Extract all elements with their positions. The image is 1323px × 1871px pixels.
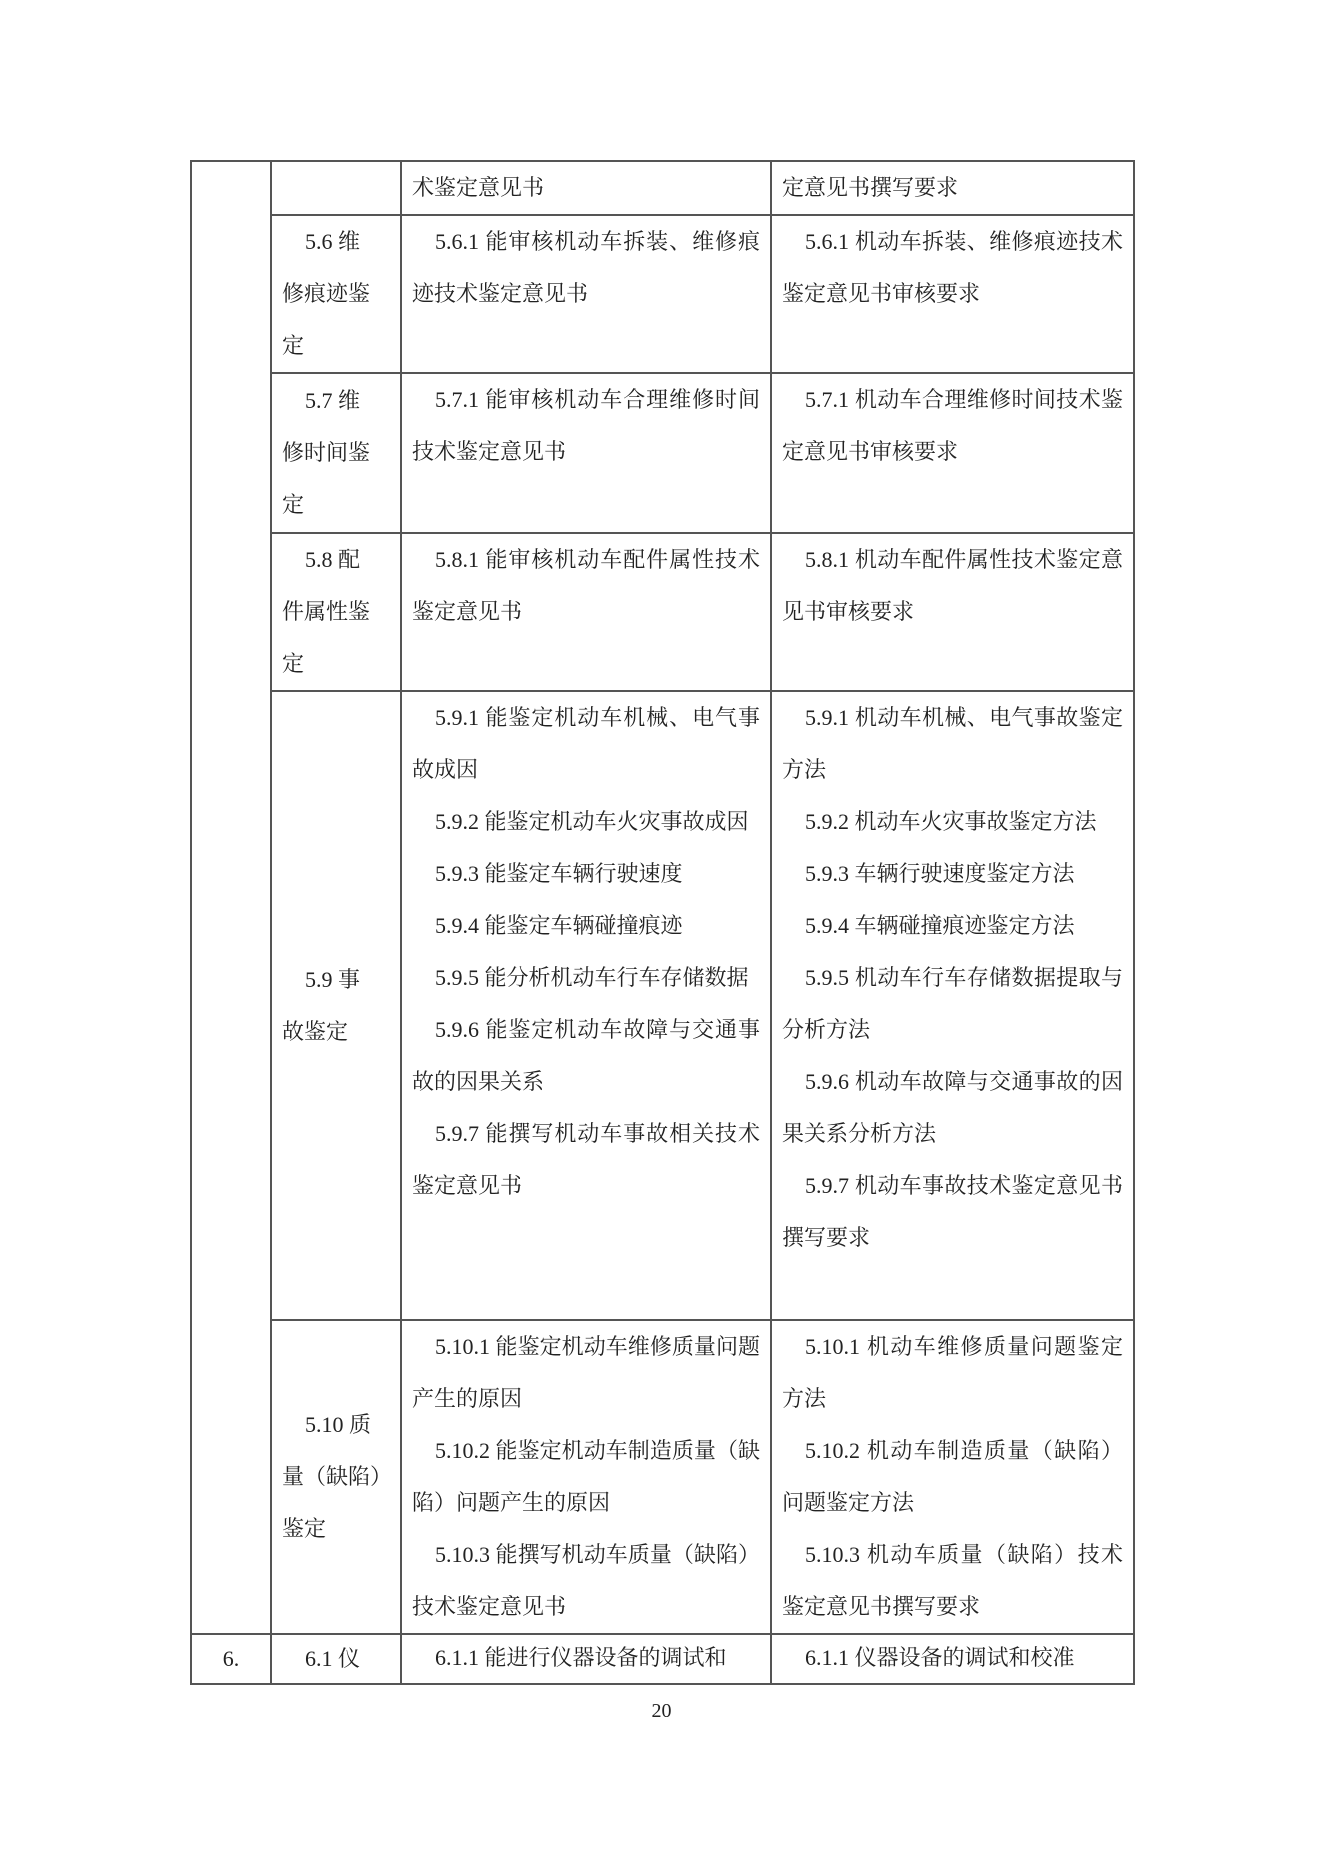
label-cell — [271, 373, 401, 533]
cell-paragraph: 5.9.4 车辆碰撞痕迹鉴定方法 — [805, 913, 1075, 938]
skills-cell — [401, 373, 771, 533]
skills-cell — [401, 691, 771, 1320]
label-cell — [271, 215, 401, 373]
cell-paragraph: 定 — [282, 651, 305, 676]
cell-paragraph: 5.9.1 能鉴定机动车机械、电气事故成因 — [412, 705, 760, 782]
cell-paragraph: 6.1.1 能进行仪器设备的调试和 — [435, 1645, 727, 1670]
cell-paragraph: 5.10 质 — [305, 1412, 372, 1437]
cell-paragraph: 5.9.7 能撰写机动车事故相关技术鉴定意见书 — [412, 1121, 760, 1198]
skills-cell — [401, 1320, 771, 1634]
cell-paragraph: 6.1 仪 — [305, 1646, 361, 1671]
knowledge-cell — [771, 533, 1134, 691]
skills-cell — [401, 1634, 771, 1684]
group-number-cell: 6. — [191, 1634, 271, 1684]
cell-paragraph: 5.8 配 — [305, 547, 361, 572]
cell-paragraph: 5.9.5 能分析机动车行车存储数据 — [435, 965, 749, 990]
cell-paragraph: 5.10.3 机动车质量（缺陷）技术鉴定意见书撰写要求 — [782, 1542, 1123, 1619]
cell-paragraph: 5.9.6 能鉴定机动车故障与交通事故的因果关系 — [412, 1017, 760, 1094]
occupational-skill-table — [190, 160, 1135, 1685]
cell-paragraph: 5.6.1 能审核机动车拆装、维修痕迹技术鉴定意见书 — [412, 229, 760, 306]
knowledge-cell — [771, 373, 1134, 533]
table-row — [191, 161, 1134, 215]
cell-paragraph: 5.9.5 机动车行车存储数据提取与分析方法 — [782, 965, 1123, 1042]
page-number: 20 — [651, 1700, 672, 1722]
cell-paragraph: 5.6 维 — [305, 229, 361, 254]
cell-paragraph: 5.8.1 机动车配件属性技术鉴定意见书审核要求 — [782, 547, 1123, 624]
cell-paragraph: 5.10.3 能撰写机动车质量（缺陷）技术鉴定意见书 — [412, 1542, 760, 1619]
label-cell — [271, 1634, 401, 1684]
cell-paragraph: 6.1.1 仪器设备的调试和校准 — [805, 1645, 1075, 1670]
label-cell — [271, 1320, 401, 1634]
group-number-cell-empty — [191, 161, 271, 1634]
knowledge-cell — [771, 1634, 1134, 1684]
cell-paragraph: 5.9.3 能鉴定车辆行驶速度 — [435, 861, 683, 886]
table-row — [191, 215, 1134, 373]
skills-cell — [401, 215, 771, 373]
knowledge-cell — [771, 215, 1134, 373]
cell-paragraph: 5.9.6 机动车故障与交通事故的因果关系分析方法 — [782, 1069, 1123, 1146]
cell-paragraph: 5.10.1 能鉴定机动车维修质量问题产生的原因 — [412, 1334, 760, 1411]
cell-paragraph: 5.9.3 车辆行驶速度鉴定方法 — [805, 861, 1075, 886]
cell-paragraph: 5.9.1 机动车机械、电气事故鉴定方法 — [782, 705, 1123, 782]
table-row — [191, 373, 1134, 533]
cell-paragraph: 5.9.2 机动车火灾事故鉴定方法 — [805, 809, 1097, 834]
cell-paragraph: 5.7 维 — [305, 388, 361, 413]
cell-paragraph: 5.9.2 能鉴定机动车火灾事故成因 — [435, 809, 749, 834]
knowledge-cell — [771, 691, 1134, 1320]
cell-paragraph: 5.7.1 能审核机动车合理维修时间技术鉴定意见书 — [412, 387, 760, 464]
cell-paragraph: 5.9 事 — [305, 966, 361, 992]
cell-paragraph: 修痕迹鉴 — [282, 281, 371, 306]
cell-paragraph: 件属性鉴 — [282, 599, 371, 624]
table-row — [191, 691, 1134, 1320]
cell-paragraph: 定 — [282, 492, 305, 517]
table-row — [191, 1320, 1134, 1634]
cell-paragraph: 5.7.1 机动车合理维修时间技术鉴定意见书审核要求 — [782, 387, 1123, 464]
skills-cell — [401, 533, 771, 691]
cell-paragraph: 量（缺陷） — [282, 1464, 393, 1489]
cell-paragraph: 5.9.7 机动车事故技术鉴定意见书撰写要求 — [782, 1173, 1123, 1250]
label-cell-empty — [271, 161, 401, 215]
label-cell — [271, 691, 401, 1320]
cell-paragraph: 5.6.1 机动车拆装、维修痕迹技术鉴定意见书审核要求 — [782, 229, 1123, 306]
cell-paragraph: 5.10.2 机动车制造质量（缺陷）问题鉴定方法 — [782, 1438, 1123, 1515]
table-row — [191, 533, 1134, 691]
cell-paragraph: 5.8.1 能审核机动车配件属性技术鉴定意见书 — [412, 547, 760, 624]
cell-paragraph: 故鉴定 — [282, 1018, 349, 1044]
cell-paragraph: 修时间鉴 — [282, 440, 371, 465]
cell-paragraph: 鉴定 — [282, 1516, 327, 1541]
cell-paragraph: 术鉴定意见书 — [412, 175, 545, 200]
cell-paragraph: 定意见书撰写要求 — [782, 175, 959, 200]
cell-paragraph: 5.9.4 能鉴定车辆碰撞痕迹 — [435, 913, 683, 938]
cell-paragraph: 定 — [282, 333, 305, 358]
knowledge-cell — [771, 1320, 1134, 1634]
knowledge-cell — [771, 161, 1134, 215]
cell-paragraph: 5.10.1 机动车维修质量问题鉴定方法 — [782, 1334, 1123, 1411]
table-row — [191, 1634, 1134, 1684]
cell-paragraph: 5.10.2 能鉴定机动车制造质量（缺陷）问题产生的原因 — [412, 1438, 760, 1515]
label-cell — [271, 533, 401, 691]
skills-cell — [401, 161, 771, 215]
